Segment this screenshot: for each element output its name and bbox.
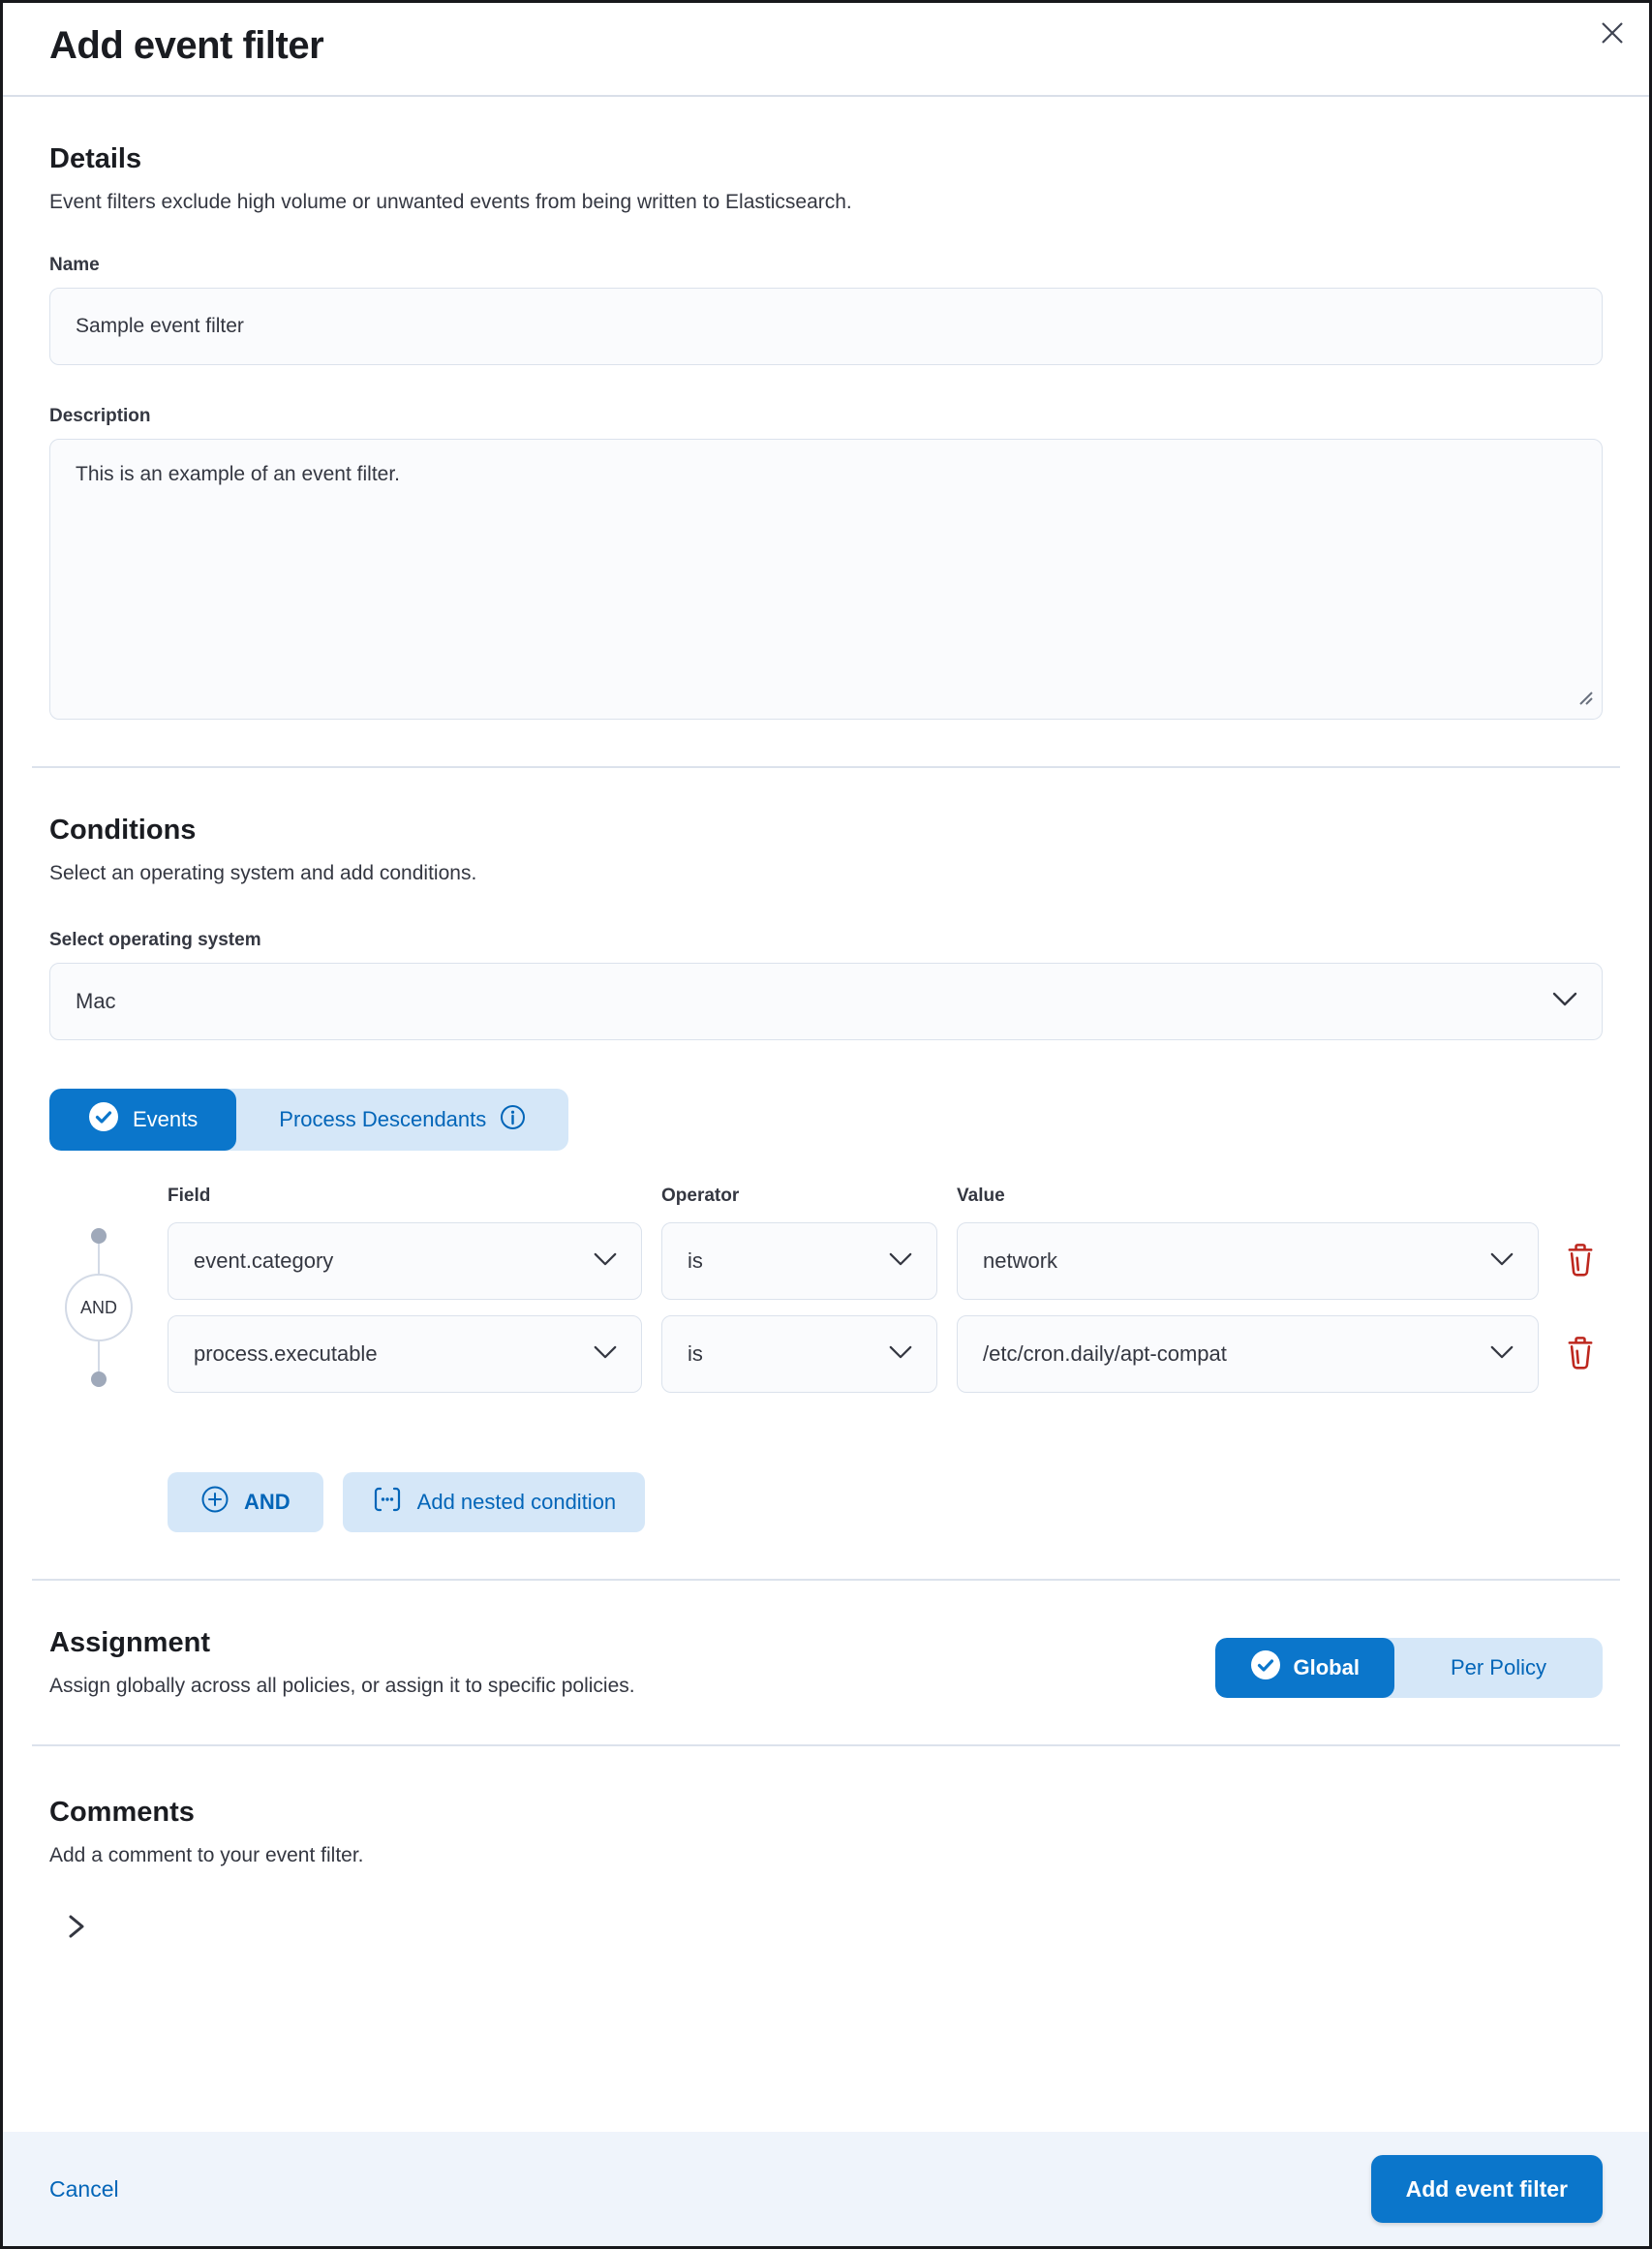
conditions-subtitle: Select an operating system and add conditions.: [49, 862, 477, 884]
tab-process-descendants-label: Process Descendants: [279, 1107, 487, 1131]
add-and-condition-label: AND: [244, 1490, 291, 1514]
condition-type-tabs: [49, 1089, 568, 1151]
conditions-section: [49, 815, 1603, 1532]
details-heading: Details: [49, 143, 142, 174]
toggle-per-policy-label: Per Policy: [1450, 1655, 1546, 1679]
delete-condition-row-2-button[interactable]: [1558, 1332, 1603, 1376]
details-section: [49, 143, 1603, 720]
toggle-global[interactable]: [1215, 1638, 1394, 1698]
chevron-down-icon: [593, 1248, 618, 1274]
field-select-row-2-value: process.executable: [194, 1341, 378, 1366]
trash-icon: [1563, 1335, 1598, 1374]
nested-condition-icon: [372, 1485, 403, 1520]
os-select-label: Select operating system: [49, 930, 261, 950]
page-title: Add event filter: [49, 24, 324, 67]
delete-condition-row-1-button[interactable]: [1558, 1239, 1603, 1283]
assignment-heading: Assignment: [49, 1627, 210, 1658]
name-input[interactable]: [49, 288, 1603, 365]
connector-dot-top: [91, 1228, 107, 1244]
modal-header: [3, 3, 1649, 97]
column-label-value: Value: [957, 1186, 1005, 1206]
assignment-section: [49, 1627, 1603, 1698]
assignment-toggle: [1215, 1638, 1604, 1698]
value-select-row-2[interactable]: [957, 1315, 1539, 1393]
modal-body: [3, 97, 1649, 2132]
assignment-subtitle: Assign globally across all policies, or assign it to specific policies.: [49, 1675, 635, 1697]
value-select-row-1-value: network: [983, 1248, 1058, 1273]
operator-select-row-2-value: is: [688, 1341, 703, 1366]
chevron-down-icon: [1489, 1341, 1514, 1367]
description-field-block: [49, 406, 1603, 720]
chevron-down-icon: [1489, 1248, 1514, 1274]
conditions-heading: Conditions: [49, 815, 197, 846]
field-select-row-1[interactable]: [168, 1222, 642, 1300]
description-textarea[interactable]: [49, 439, 1603, 720]
operator-select-row-1-value: is: [688, 1248, 703, 1273]
operator-select-row-1[interactable]: [661, 1222, 937, 1300]
connector-dot-bottom: [91, 1371, 107, 1387]
check-in-circle-icon: [1250, 1649, 1281, 1686]
add-nested-condition-button[interactable]: [343, 1472, 646, 1532]
add-and-condition-button[interactable]: [168, 1472, 323, 1532]
operator-select-row-2[interactable]: [661, 1315, 937, 1393]
divider: [32, 766, 1620, 768]
plus-in-circle-icon: [200, 1485, 229, 1520]
column-label-field: Field: [168, 1186, 211, 1206]
os-select[interactable]: [49, 963, 1603, 1040]
chevron-down-icon: [888, 1248, 913, 1274]
chevron-down-icon: [1551, 989, 1578, 1014]
expand-comments-button[interactable]: [57, 1908, 96, 1947]
close-icon: [1598, 18, 1627, 50]
details-description: Event filters exclude high volume or unwanted events from being written to Elasticsearch.: [49, 191, 852, 213]
chevron-down-icon: [593, 1341, 618, 1367]
description-label: Description: [49, 406, 151, 426]
field-select-row-1-value: event.category: [194, 1248, 334, 1273]
toggle-per-policy[interactable]: [1394, 1638, 1603, 1698]
chevron-right-icon: [66, 1912, 87, 1944]
tab-events-label: Events: [133, 1107, 199, 1131]
name-label: Name: [49, 255, 100, 275]
add-nested-condition-label: Add nested condition: [416, 1490, 617, 1514]
assignment-text: [49, 1627, 635, 1698]
connector-and-badge: AND: [65, 1274, 133, 1341]
close-button[interactable]: [1591, 13, 1634, 55]
condition-actions: [168, 1472, 1603, 1532]
trash-icon: [1563, 1242, 1598, 1281]
modal-footer: [3, 2132, 1649, 2246]
conditions-builder: [49, 1186, 1603, 1393]
toggle-global-label: Global: [1293, 1655, 1360, 1679]
os-select-value: Mac: [76, 989, 116, 1013]
divider: [32, 1579, 1620, 1581]
column-label-operator: Operator: [661, 1186, 740, 1206]
comments-heading: Comments: [49, 1797, 195, 1828]
value-select-row-2-value: /etc/cron.daily/apt-compat: [983, 1341, 1227, 1366]
os-select-block: [49, 930, 1603, 1040]
divider: [32, 1744, 1620, 1746]
check-in-circle-icon: [88, 1101, 119, 1138]
field-select-row-2[interactable]: [168, 1315, 642, 1393]
value-select-row-1[interactable]: [957, 1222, 1539, 1300]
add-event-filter-button[interactable]: Add event filter: [1371, 2155, 1603, 2223]
name-field-block: [49, 255, 1603, 365]
tab-process-descendants[interactable]: [236, 1089, 568, 1151]
info-icon: [500, 1104, 526, 1136]
cancel-button[interactable]: Cancel: [49, 2175, 119, 2202]
and-connector: [49, 1222, 148, 1393]
chevron-down-icon: [888, 1341, 913, 1367]
comments-subtitle: Add a comment to your event filter.: [49, 1844, 364, 1866]
tab-events[interactable]: [49, 1089, 236, 1151]
comments-section: [49, 1797, 1603, 1947]
